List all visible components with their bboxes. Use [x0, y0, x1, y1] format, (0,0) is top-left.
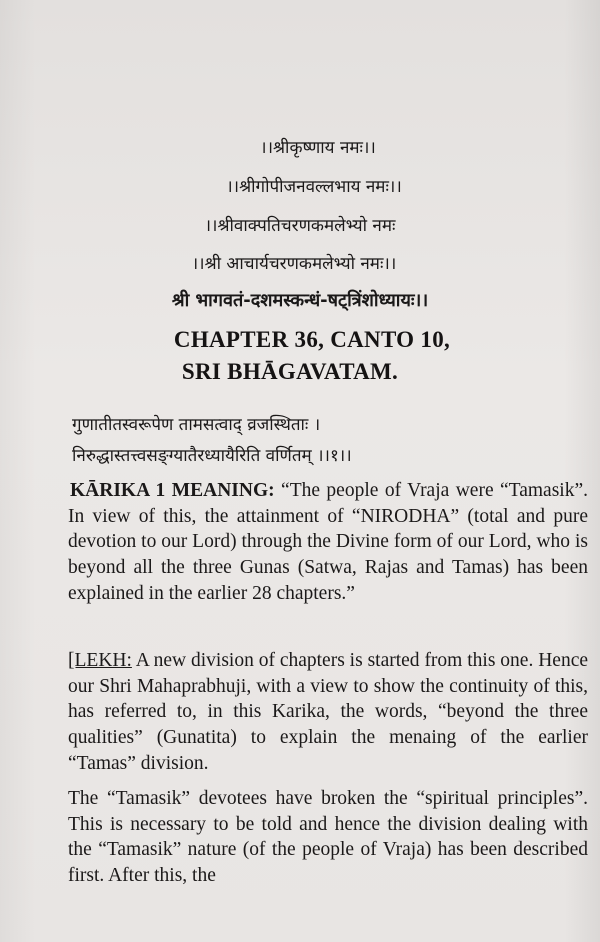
chapter-sanskrit-title: श्री भागवतं-दशमस्कन्धं-षट्त्रिंशोध्यायः।।: [171, 290, 429, 311]
show-through-text: [300, 0, 600, 500]
mantra-line: ।।श्रीगोपीजनवल्लभाय नमः।।: [226, 177, 402, 197]
chapter-heading-line2: SRI BHĀGAVATAM.: [181, 359, 399, 384]
mantra-line: ।।श्रीकृष्णाय नमः।।: [260, 138, 376, 158]
lekh-label: [LEKH:: [68, 650, 132, 671]
mantra-line: ।।श्रीवाक्पतिचरणकमलेभ्यो नमः: [204, 216, 396, 236]
body-paragraph: [68, 786, 588, 889]
karika-label: KĀRIKA 1 MEANING:: [70, 480, 275, 501]
body-text: The “Tamasik” devotees have broken the “spiritual principles”. This is necessary to be told and hence the division dealing with the “Tamasik” nature (of the people of Vraja) has been described first. After this, the: [68, 788, 588, 887]
mantra-line: ।।श्री आचार्यचरणकमलेभ्यो नमः।।: [191, 254, 397, 274]
shloka-line: निरुद्धास्तत्त्वसङ्ग्यातैरध्यायैरिति वर्णितम् ।।१।।: [72, 446, 352, 466]
karika-paragraph: [68, 478, 588, 607]
lekh-paragraph: [68, 648, 588, 777]
chapter-heading-line1: CHAPTER 36, CANTO 10,: [173, 327, 451, 352]
lekh-text: A new division of chapters is started from this one. Hence our Shri Mahaprabhuji, with a view to show the continuity of this, has referred to, in this Karika, the words, “beyond the three qualities” (Gunatita) to explain the menaing of the earlier “Tamas” division.: [68, 650, 588, 774]
karika-text: “The people of Vraja were “Tamasik”. In view of this, the attainment of “NIRODHA” (total and pure devotion to our Lord) through the Divine form of our Lord, who is beyond all the three Gunas (Satwa, Rajas and Tamas) has been explained in the earlier 28 chapters.”: [68, 480, 588, 604]
shloka-line: गुणातीतस्वरूपेण तामसत्वाद् व्रजस्थिताः ।: [72, 415, 321, 435]
